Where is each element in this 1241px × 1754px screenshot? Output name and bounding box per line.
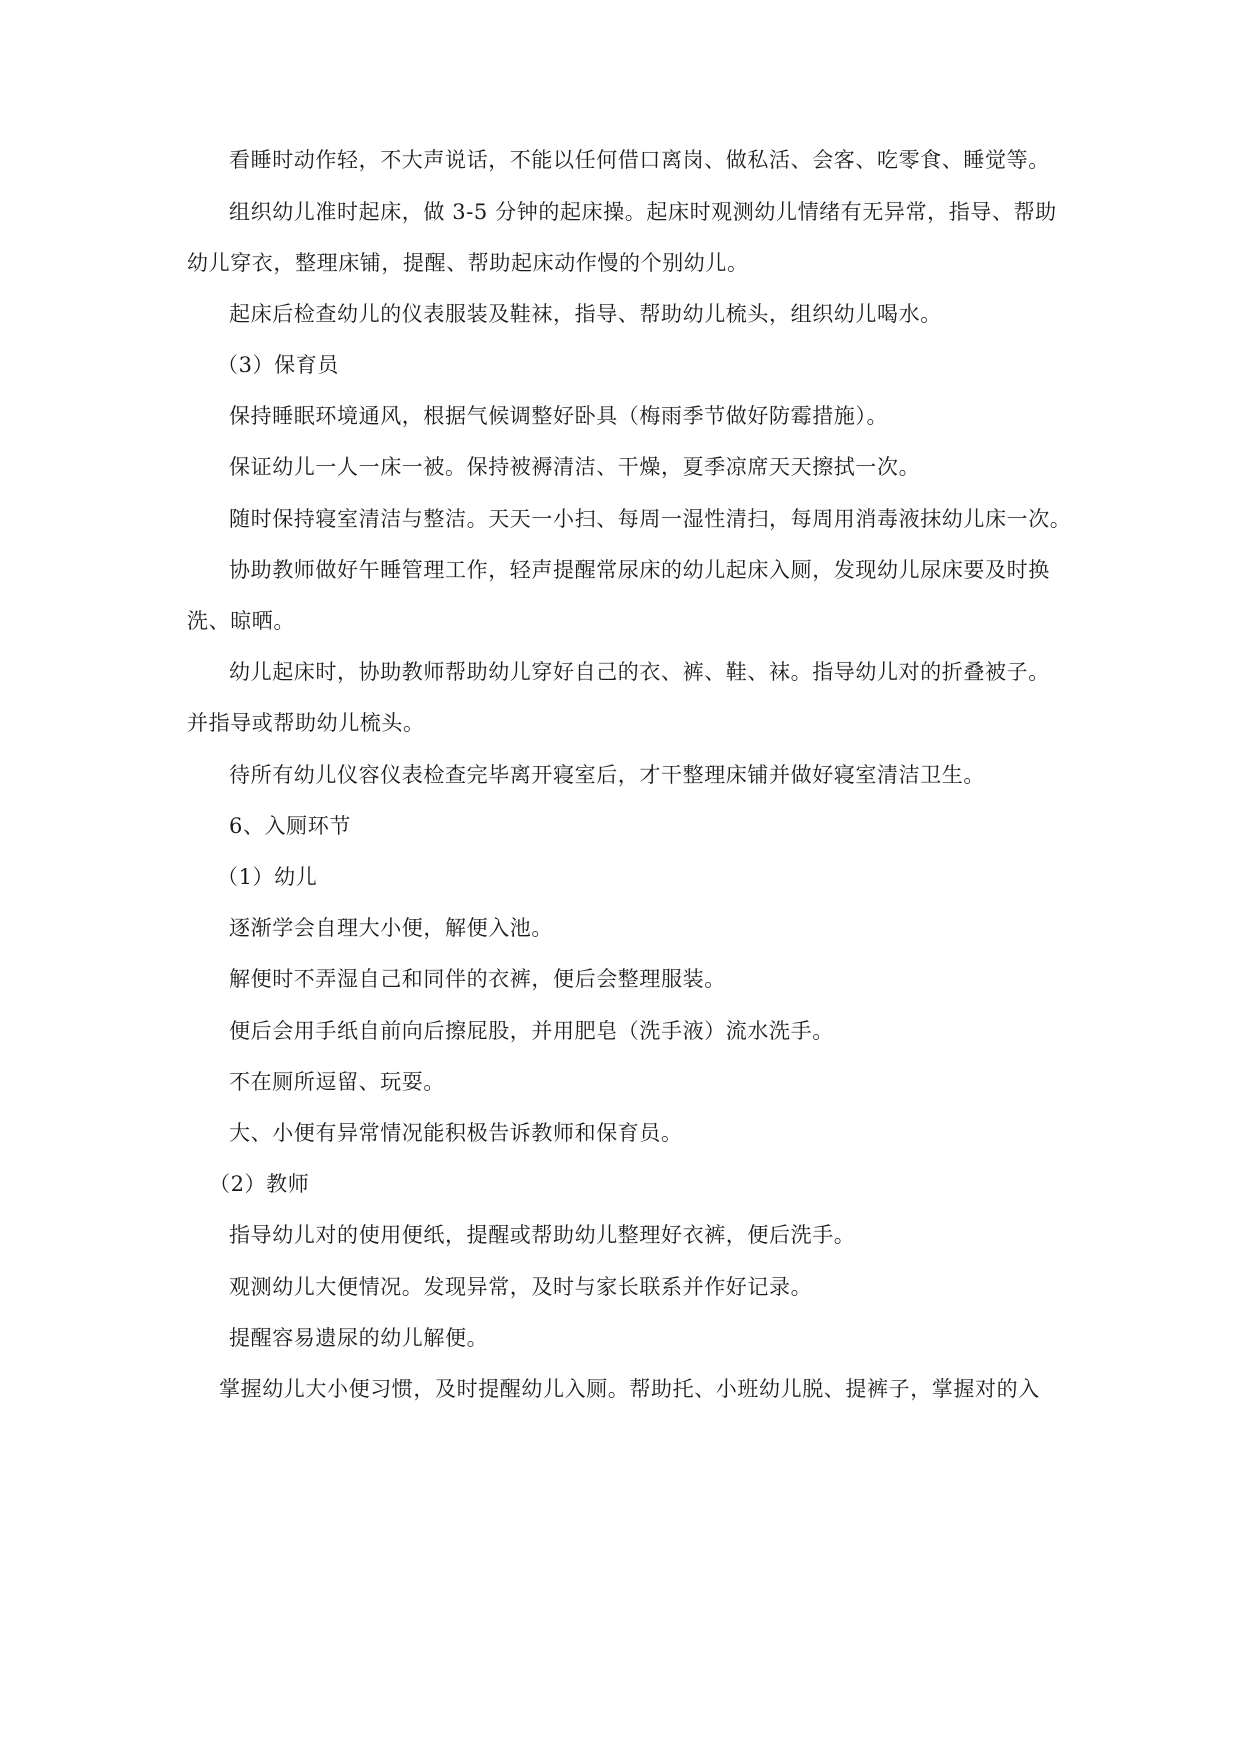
section-heading: （3）保育员 <box>217 353 339 377</box>
body-line: 大、小便有异常情况能积极告诉教师和保育员。 <box>229 1121 683 1145</box>
body-line: 观测幼儿大便情况。发现异常，及时与家长联系并作好记录。 <box>229 1275 813 1299</box>
body-line: 组织幼儿准时起床，做 3-5 分钟的起床操。起床时观测幼儿情绪有无异常，指导、帮助 <box>229 200 1057 224</box>
body-line: 随时保持寝室清洁与整洁。天天一小扫、每周一湿性清扫，每周用消毒液抹幼儿床一次。 <box>229 507 1072 531</box>
body-line: 掌握幼儿大小便习惯，及时提醒幼儿入厕。帮助托、小班幼儿脱、提裤子，掌握对的入 <box>219 1377 1040 1401</box>
body-line: 解便时不弄湿自己和同伴的衣裤，便后会整理服装。 <box>229 967 726 991</box>
body-line: 不在厕所逗留、玩耍。 <box>229 1070 445 1094</box>
body-line: 协助教师做好午睡管理工作，轻声提醒常尿床的幼儿起床入厕，发现幼儿尿床要及时换 <box>229 558 1050 582</box>
section-heading: （1）幼儿 <box>217 865 318 889</box>
body-line: 幼儿起床时，协助教师帮助幼儿穿好自己的衣、裤、鞋、袜。指导幼儿对的折叠被子。 <box>229 660 1050 684</box>
body-line: 保持睡眠环境通风，根据气候调整好卧具（梅雨季节做好防霉措施）。 <box>229 404 889 428</box>
body-line: 保证幼儿一人一床一被。保持被褥清洁、干燥，夏季凉席天天擦拭一次。 <box>229 455 921 479</box>
body-line: 便后会用手纸自前向后擦屁股，并用肥皂（洗手液）流水洗手。 <box>229 1019 834 1043</box>
body-line: 幼儿穿衣，整理床铺，提醒、帮助起床动作慢的个别幼儿。 <box>187 251 749 275</box>
body-line: 洗、晾晒。 <box>187 609 295 633</box>
section-heading: （2）教师 <box>209 1172 310 1196</box>
section-heading: 6、入厕环节 <box>229 814 351 838</box>
body-line: 看睡时动作轻，不大声说话，不能以任何借口离岗、做私活、会客、吃零食、睡觉等。 <box>229 148 1050 172</box>
body-line: 提醒容易遗尿的幼儿解便。 <box>229 1326 489 1350</box>
body-line: 待所有幼儿仪容仪表检查完毕离开寝室后，才干整理床铺并做好寝室清洁卫生。 <box>229 763 985 787</box>
body-line: 指导幼儿对的使用便纸，提醒或帮助幼儿整理好衣裤，便后洗手。 <box>229 1223 856 1247</box>
body-line: 并指导或帮助幼儿梳头。 <box>187 711 425 735</box>
body-line: 起床后检查幼儿的仪表服装及鞋袜，指导、帮助幼儿梳头，组织幼儿喝水。 <box>229 302 942 326</box>
body-line: 逐渐学会自理大小便，解便入池。 <box>229 916 553 940</box>
